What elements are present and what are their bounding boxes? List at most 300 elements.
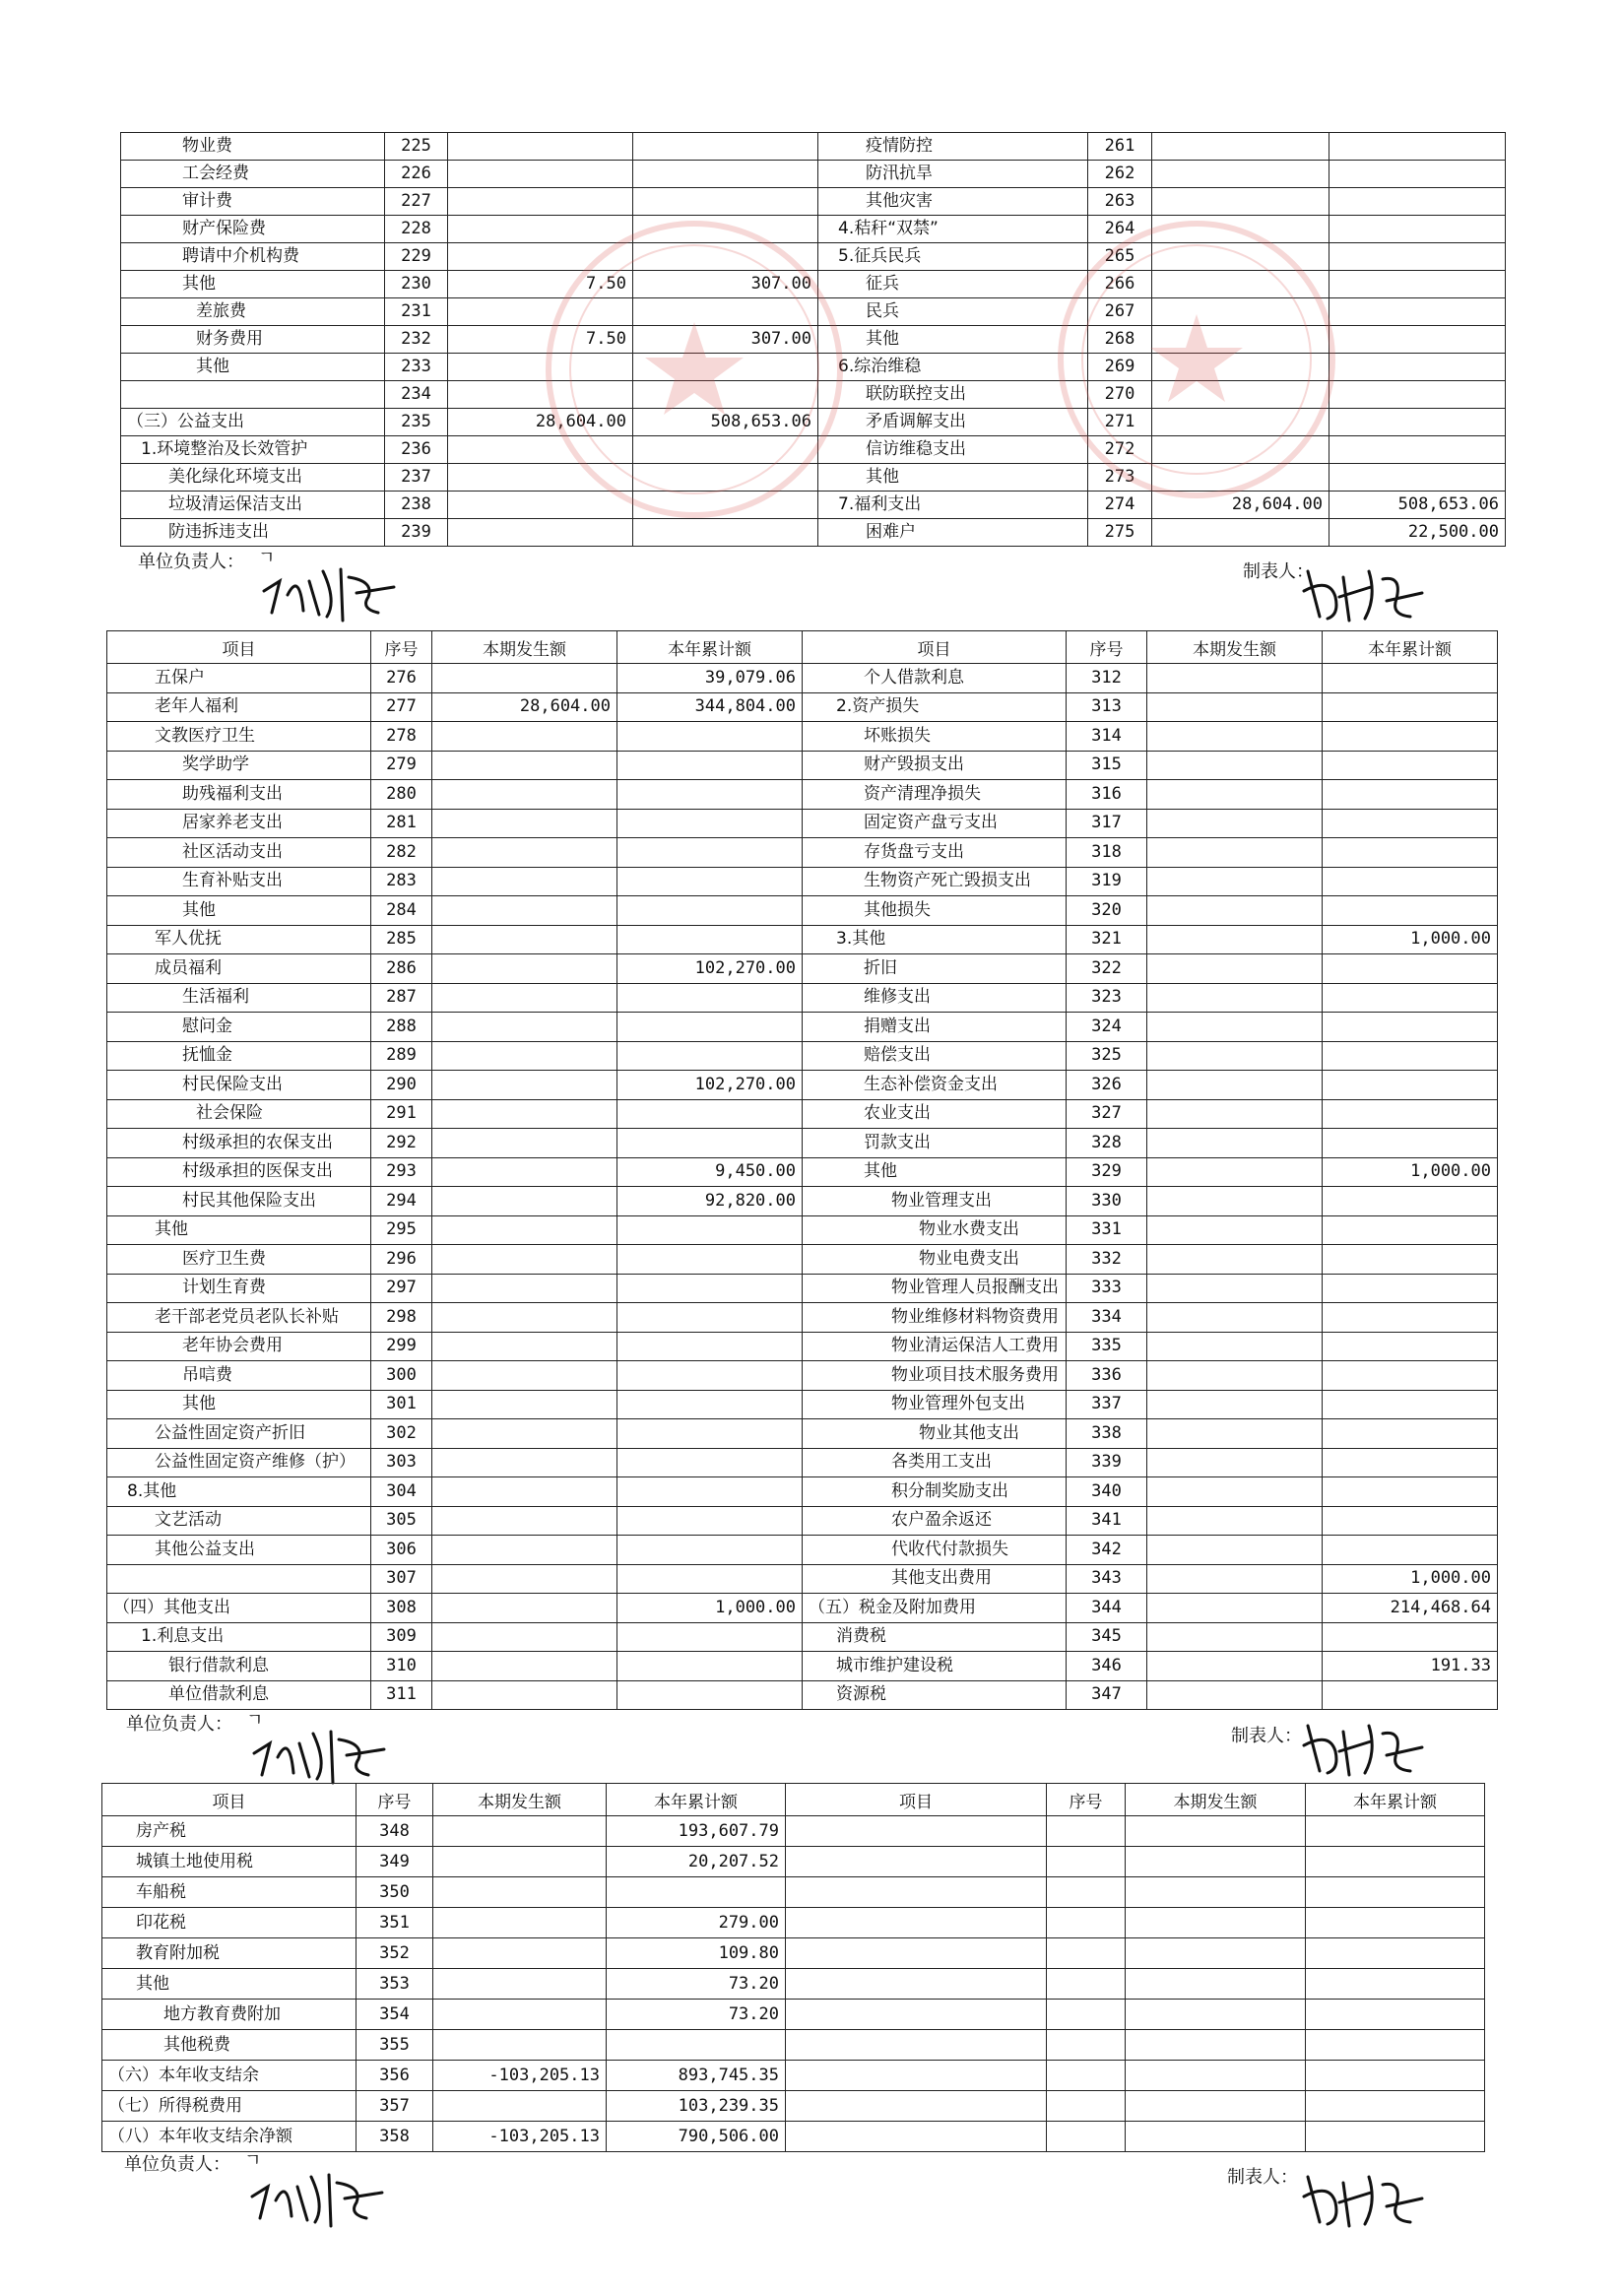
preparer-label: 制表人：	[1227, 2167, 1298, 2188]
column-header-cur: 本期发生额	[1147, 631, 1323, 664]
row-ytd-amount: 1,000.00	[1323, 1157, 1498, 1187]
row-item-name: 7.福利支出	[818, 492, 1088, 519]
row-ytd-amount	[617, 867, 803, 896]
row-current-amount	[448, 519, 633, 547]
row-ytd-amount	[1323, 1129, 1498, 1158]
row-item-name	[121, 381, 385, 409]
row-item-name: 联防联控支出	[818, 381, 1088, 409]
row-item-name: 城市维护建设税	[803, 1652, 1067, 1681]
row-ytd-amount	[1323, 1071, 1498, 1100]
row-item-name: 消费税	[803, 1622, 1067, 1652]
column-header-item: 项目	[102, 1784, 357, 1816]
row-sequence: 328	[1067, 1129, 1147, 1158]
row-item-name: 村级承担的医保支出	[107, 1157, 371, 1187]
row-current-amount	[1147, 692, 1323, 722]
row-ytd-amount	[617, 1680, 803, 1710]
table-row	[102, 2030, 1485, 2061]
empty-cell	[1306, 2000, 1485, 2030]
empty-cell	[1306, 2122, 1485, 2152]
row-current-amount	[1147, 809, 1323, 838]
row-sequence: 330	[1067, 1187, 1147, 1216]
row-sequence: 285	[371, 925, 432, 954]
row-ytd-amount	[633, 354, 818, 381]
row-current-amount	[433, 2000, 607, 2030]
row-item-name: 其他公益支出	[107, 1536, 371, 1565]
empty-cell	[786, 1908, 1047, 1938]
row-item-name: 防汛抗旱	[818, 161, 1088, 188]
row-current-amount	[1147, 838, 1323, 868]
row-ytd-amount	[1323, 1187, 1498, 1216]
row-current-amount	[1147, 1274, 1323, 1303]
row-current-amount	[433, 1877, 607, 1908]
empty-cell	[786, 2061, 1047, 2091]
row-ytd-amount	[1329, 326, 1506, 354]
row-current-amount	[1147, 867, 1323, 896]
row-current-amount	[1147, 1680, 1323, 1710]
table-row	[107, 1099, 1498, 1129]
row-sequence: 267	[1088, 298, 1152, 326]
row-current-amount	[448, 436, 633, 464]
row-item-name: 老年人福利	[107, 692, 371, 722]
table-row	[107, 1245, 1498, 1275]
table-row	[107, 809, 1498, 838]
row-sequence: 351	[357, 1908, 433, 1938]
row-ytd-amount	[1323, 954, 1498, 984]
row-sequence: 292	[371, 1129, 432, 1158]
row-item-name: 美化绿化环境支出	[121, 464, 385, 492]
row-ytd-amount	[617, 896, 803, 926]
row-current-amount	[1147, 1215, 1323, 1245]
row-sequence: 308	[371, 1594, 432, 1623]
row-sequence: 298	[371, 1303, 432, 1333]
row-item-name: 各类用工支出	[803, 1448, 1067, 1477]
row-sequence: 282	[371, 838, 432, 868]
table-row	[121, 381, 1506, 409]
empty-cell	[1126, 1969, 1306, 2000]
row-item-name: 其他	[818, 326, 1088, 354]
row-ytd-amount	[1329, 409, 1506, 436]
row-current-amount	[1147, 983, 1323, 1013]
row-ytd-amount	[617, 1303, 803, 1333]
table-row	[107, 1041, 1498, 1071]
row-ytd-amount: 193,607.79	[607, 1816, 786, 1847]
empty-cell	[1047, 1816, 1126, 1847]
empty-cell	[1126, 2000, 1306, 2030]
table-row	[102, 1877, 1485, 1908]
row-sequence: 306	[371, 1536, 432, 1565]
row-current-amount: 28,604.00	[448, 409, 633, 436]
row-sequence: 315	[1067, 751, 1147, 780]
row-current-amount	[433, 1908, 607, 1938]
row-sequence: 229	[385, 243, 448, 271]
row-sequence: 318	[1067, 838, 1147, 868]
row-item-name: 医疗卫生费	[107, 1245, 371, 1275]
table-row	[102, 1816, 1485, 1847]
row-sequence: 280	[371, 780, 432, 810]
table-row	[107, 1390, 1498, 1419]
row-sequence: 261	[1088, 133, 1152, 161]
empty-cell	[1306, 1847, 1485, 1877]
row-item-name: 其他	[102, 1969, 357, 2000]
row-current-amount	[432, 1594, 617, 1623]
row-item-name: 物业其他支出	[803, 1419, 1067, 1449]
row-item-name: （八）本年收支结余净额	[102, 2122, 357, 2152]
row-item-name: 其他支出费用	[803, 1564, 1067, 1594]
table-row	[121, 409, 1506, 436]
row-item-name: 1.环境整治及长效管护	[121, 436, 385, 464]
row-sequence: 307	[371, 1564, 432, 1594]
row-current-amount	[448, 188, 633, 216]
row-ytd-amount	[633, 133, 818, 161]
row-current-amount	[1152, 354, 1329, 381]
row-sequence: 268	[1088, 326, 1152, 354]
row-item-name: 其他损失	[803, 896, 1067, 926]
responsible-signature-icon	[258, 552, 406, 625]
row-ytd-amount	[633, 492, 818, 519]
row-ytd-amount	[1323, 1041, 1498, 1071]
column-header-item: 项目	[107, 631, 371, 664]
row-sequence: 329	[1067, 1157, 1147, 1187]
row-item-name: 车船税	[102, 1877, 357, 1908]
row-item-name: 垃圾清运保洁支出	[121, 492, 385, 519]
row-current-amount	[1152, 326, 1329, 354]
row-sequence: 339	[1067, 1448, 1147, 1477]
row-sequence: 355	[357, 2030, 433, 2061]
row-sequence: 322	[1067, 954, 1147, 984]
row-ytd-amount: 39,079.06	[617, 664, 803, 693]
row-ytd-amount	[617, 1245, 803, 1275]
row-ytd-amount	[607, 1877, 786, 1908]
empty-cell	[1126, 1908, 1306, 1938]
row-sequence: 274	[1088, 492, 1152, 519]
row-ytd-amount	[1323, 838, 1498, 868]
row-sequence: 346	[1067, 1652, 1147, 1681]
row-current-amount	[1152, 519, 1329, 547]
row-sequence: 317	[1067, 809, 1147, 838]
row-sequence: 309	[371, 1622, 432, 1652]
empty-cell	[786, 1877, 1047, 1908]
row-ytd-amount	[1323, 780, 1498, 810]
row-item-name: 五保户	[107, 664, 371, 693]
row-sequence: 304	[371, 1477, 432, 1507]
row-item-name: 抚恤金	[107, 1041, 371, 1071]
row-sequence: 320	[1067, 896, 1147, 926]
row-current-amount	[432, 896, 617, 926]
row-ytd-amount	[633, 436, 818, 464]
row-ytd-amount: 102,270.00	[617, 954, 803, 984]
empty-cell	[1126, 2061, 1306, 2091]
column-header-seq: 序号	[1047, 1784, 1126, 1816]
row-ytd-amount: 103,239.35	[607, 2091, 786, 2122]
responsible-label: 单位负责人：	[124, 2154, 230, 2175]
row-current-amount	[1152, 243, 1329, 271]
row-current-amount	[1152, 188, 1329, 216]
row-sequence: 293	[371, 1157, 432, 1187]
row-item-name: 村民其他保险支出	[107, 1187, 371, 1216]
row-ytd-amount	[1329, 216, 1506, 243]
table-row	[102, 2000, 1485, 2030]
row-sequence: 311	[371, 1680, 432, 1710]
column-header-item: 项目	[786, 1784, 1047, 1816]
row-ytd-amount	[1329, 381, 1506, 409]
row-current-amount	[433, 1938, 607, 1969]
row-sequence: 349	[357, 1847, 433, 1877]
row-ytd-amount	[1323, 1013, 1498, 1042]
table-row	[102, 1938, 1485, 1969]
preparer-signature-icon	[1300, 2163, 1428, 2234]
row-ytd-amount	[633, 381, 818, 409]
row-ytd-amount	[617, 925, 803, 954]
row-ytd-amount	[633, 519, 818, 547]
row-current-amount	[1147, 1129, 1323, 1158]
empty-cell	[1126, 1877, 1306, 1908]
row-item-name: 资源税	[803, 1680, 1067, 1710]
row-item-name: 固定资产盘亏支出	[803, 809, 1067, 838]
row-ytd-amount: 1,000.00	[617, 1594, 803, 1623]
row-current-amount	[432, 954, 617, 984]
row-ytd-amount	[1329, 464, 1506, 492]
table-row	[107, 838, 1498, 868]
row-current-amount	[432, 1536, 617, 1565]
row-ytd-amount: 191.33	[1323, 1652, 1498, 1681]
row-sequence: 227	[385, 188, 448, 216]
row-sequence: 264	[1088, 216, 1152, 243]
table-row	[107, 983, 1498, 1013]
row-sequence: 358	[357, 2122, 433, 2152]
row-ytd-amount	[617, 1013, 803, 1042]
row-item-name: 计划生育费	[107, 1274, 371, 1303]
row-sequence: 272	[1088, 436, 1152, 464]
row-current-amount	[432, 925, 617, 954]
row-sequence: 300	[371, 1361, 432, 1391]
row-item-name: 农业支出	[803, 1099, 1067, 1129]
row-ytd-amount	[617, 1099, 803, 1129]
row-ytd-amount	[1329, 133, 1506, 161]
row-ytd-amount	[1323, 1099, 1498, 1129]
row-item-name: 物业费	[121, 133, 385, 161]
row-sequence: 290	[371, 1071, 432, 1100]
row-current-amount	[432, 1477, 617, 1507]
empty-cell	[1306, 2091, 1485, 2122]
row-ytd-amount	[617, 1652, 803, 1681]
row-ytd-amount: 893,745.35	[607, 2061, 786, 2091]
row-current-amount	[433, 2030, 607, 2061]
row-item-name: 捐赠支出	[803, 1013, 1067, 1042]
row-ytd-amount: 102,270.00	[617, 1071, 803, 1100]
row-sequence: 314	[1067, 722, 1147, 752]
row-sequence: 297	[371, 1274, 432, 1303]
row-sequence: 335	[1067, 1332, 1147, 1361]
row-item-name: 印花税	[102, 1908, 357, 1938]
row-sequence: 284	[371, 896, 432, 926]
column-header-seq: 序号	[371, 631, 432, 664]
row-current-amount	[1147, 954, 1323, 984]
row-sequence: 273	[1088, 464, 1152, 492]
row-item-name: 单位借款利息	[107, 1680, 371, 1710]
row-current-amount	[1147, 1419, 1323, 1449]
row-item-name: 物业管理支出	[803, 1187, 1067, 1216]
table-header-row	[102, 1784, 1485, 1816]
row-current-amount	[1147, 1041, 1323, 1071]
row-current-amount	[1147, 1245, 1323, 1275]
row-sequence: 232	[385, 326, 448, 354]
row-sequence: 235	[385, 409, 448, 436]
empty-cell	[1126, 1847, 1306, 1877]
row-current-amount	[432, 664, 617, 693]
row-sequence: 326	[1067, 1071, 1147, 1100]
row-sequence: 354	[357, 2000, 433, 2030]
row-item-name: 公益性固定资产维修（护）	[107, 1448, 371, 1477]
row-ytd-amount	[617, 1390, 803, 1419]
table-row	[121, 519, 1506, 547]
row-sequence: 338	[1067, 1419, 1147, 1449]
row-current-amount	[432, 1099, 617, 1129]
row-item-name: 8.其他	[107, 1477, 371, 1507]
empty-cell	[1047, 1877, 1126, 1908]
row-current-amount	[448, 133, 633, 161]
row-current-amount: -103,205.13	[433, 2061, 607, 2091]
row-sequence: 323	[1067, 983, 1147, 1013]
column-header-cur: 本期发生额	[432, 631, 617, 664]
row-current-amount	[1147, 1390, 1323, 1419]
row-sequence: 287	[371, 983, 432, 1013]
row-ytd-amount	[617, 809, 803, 838]
table-row	[107, 1071, 1498, 1100]
row-ytd-amount	[1323, 1536, 1498, 1565]
row-item-name	[107, 1564, 371, 1594]
row-sequence: 342	[1067, 1536, 1147, 1565]
row-sequence: 327	[1067, 1099, 1147, 1129]
row-item-name: 其他	[107, 1215, 371, 1245]
row-sequence: 313	[1067, 692, 1147, 722]
row-current-amount	[1147, 1157, 1323, 1187]
table-row	[107, 1332, 1498, 1361]
row-current-amount	[1147, 1477, 1323, 1507]
table-row	[107, 692, 1498, 722]
empty-cell	[1126, 1938, 1306, 1969]
row-item-name: 文艺活动	[107, 1506, 371, 1536]
row-item-name: 其他	[121, 271, 385, 298]
row-current-amount	[1147, 1622, 1323, 1652]
expense-table-part-2	[106, 630, 1498, 1710]
row-current-amount	[1152, 271, 1329, 298]
empty-cell	[1126, 1816, 1306, 1847]
row-current-amount	[432, 1564, 617, 1594]
row-ytd-amount	[1323, 1622, 1498, 1652]
row-ytd-amount	[1323, 1303, 1498, 1333]
row-current-amount	[432, 1041, 617, 1071]
row-sequence: 294	[371, 1187, 432, 1216]
row-item-name: 其他灾害	[818, 188, 1088, 216]
table-row	[107, 867, 1498, 896]
row-current-amount	[432, 1506, 617, 1536]
row-current-amount	[1147, 1099, 1323, 1129]
empty-cell	[1047, 1969, 1126, 2000]
row-sequence: 276	[371, 664, 432, 693]
row-current-amount	[1152, 298, 1329, 326]
table-row	[107, 1157, 1498, 1187]
row-current-amount	[448, 492, 633, 519]
row-ytd-amount	[617, 722, 803, 752]
row-item-name: 老干部老党员老队长补贴	[107, 1303, 371, 1333]
row-current-amount: 7.50	[448, 326, 633, 354]
row-ytd-amount	[1329, 298, 1506, 326]
empty-cell	[786, 1938, 1047, 1969]
row-item-name: （七）所得税费用	[102, 2091, 357, 2122]
table-row	[107, 1477, 1498, 1507]
row-sequence: 337	[1067, 1390, 1147, 1419]
row-sequence: 343	[1067, 1564, 1147, 1594]
row-current-amount	[432, 1361, 617, 1391]
column-header-item: 项目	[803, 631, 1067, 664]
row-item-name: 存货盘亏支出	[803, 838, 1067, 868]
table-row	[107, 664, 1498, 693]
row-current-amount	[432, 1129, 617, 1158]
empty-cell	[786, 2030, 1047, 2061]
table-row	[107, 1274, 1498, 1303]
row-ytd-amount: 1,000.00	[1323, 925, 1498, 954]
row-ytd-amount	[617, 1448, 803, 1477]
row-sequence: 237	[385, 464, 448, 492]
row-sequence: 231	[385, 298, 448, 326]
row-sequence: 336	[1067, 1361, 1147, 1391]
row-sequence: 334	[1067, 1303, 1147, 1333]
table-row	[107, 1564, 1498, 1594]
row-current-amount	[1152, 381, 1329, 409]
row-ytd-amount	[617, 1564, 803, 1594]
row-current-amount	[1152, 133, 1329, 161]
row-current-amount	[432, 1303, 617, 1333]
row-current-amount: 28,604.00	[432, 692, 617, 722]
row-current-amount	[433, 1969, 607, 2000]
row-item-name: 审计费	[121, 188, 385, 216]
row-item-name: 征兵	[818, 271, 1088, 298]
row-current-amount	[432, 838, 617, 868]
row-item-name: 地方教育费附加	[102, 2000, 357, 2030]
row-item-name: 生物资产死亡毁损支出	[803, 867, 1067, 896]
row-current-amount	[432, 1622, 617, 1652]
row-sequence: 238	[385, 492, 448, 519]
row-item-name: 村民保险支出	[107, 1071, 371, 1100]
row-ytd-amount: 73.20	[607, 1969, 786, 2000]
row-ytd-amount	[617, 1215, 803, 1245]
empty-cell	[1306, 1938, 1485, 1969]
responsible-dash: ㄱ	[244, 2150, 262, 2171]
row-sequence: 271	[1088, 409, 1152, 436]
column-header-seq: 序号	[1067, 631, 1147, 664]
row-ytd-amount	[1323, 1332, 1498, 1361]
row-sequence: 226	[385, 161, 448, 188]
empty-cell	[1306, 1969, 1485, 2000]
row-ytd-amount	[1323, 1245, 1498, 1275]
table-row	[121, 464, 1506, 492]
row-ytd-amount: 344,804.00	[617, 692, 803, 722]
row-item-name: 工会经费	[121, 161, 385, 188]
table-row	[107, 1506, 1498, 1536]
row-current-amount	[1147, 896, 1323, 926]
row-sequence: 316	[1067, 780, 1147, 810]
row-sequence: 357	[357, 2091, 433, 2122]
row-ytd-amount	[1323, 1390, 1498, 1419]
row-item-name: 生活福利	[107, 983, 371, 1013]
row-current-amount	[1147, 1361, 1323, 1391]
table-row	[107, 896, 1498, 926]
row-ytd-amount	[633, 188, 818, 216]
row-current-amount	[448, 161, 633, 188]
table-row	[107, 780, 1498, 810]
row-sequence: 225	[385, 133, 448, 161]
table-row	[107, 1303, 1498, 1333]
